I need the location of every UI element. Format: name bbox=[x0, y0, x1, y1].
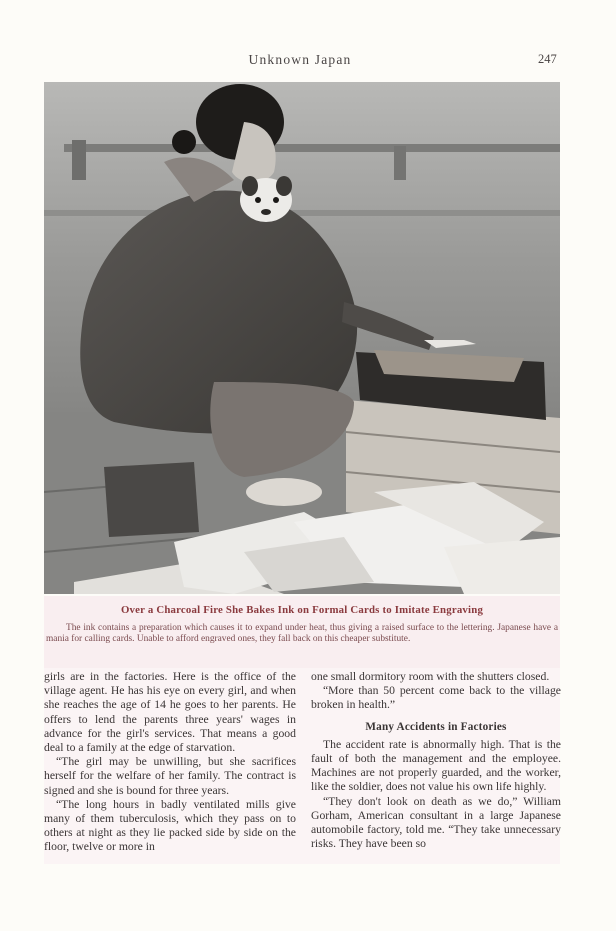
caption-title: Over a Charcoal Fire She Bakes Ink on Formal Cards to Imitate Engraving bbox=[120, 604, 484, 616]
section-heading: Many Accidents in Factories bbox=[365, 720, 507, 733]
photograph-image bbox=[44, 82, 560, 594]
running-title: Unknown Japan bbox=[248, 52, 352, 67]
right-column bbox=[311, 670, 561, 851]
paragraph: The accident rate is abnormally high. That is the fault of both the management and the employee. Machines are not properly guarded, and the worker, like the soldier, does not value his own life highly. bbox=[311, 737, 561, 794]
paragraph: girls are in the factories. Here is the office of the village agent. He has his eye on every girl, and when she reaches the age of 14 he goes to her parents. He offers to lend the parents three years' wages in advance for the girl's services. That means a good deal to a family at the edge of starvation. bbox=[44, 670, 296, 755]
page-number: 247 bbox=[538, 52, 557, 66]
article-body bbox=[44, 668, 560, 864]
paragraph: one small dormitory room with the shutters closed. bbox=[311, 670, 550, 683]
caption-text: The ink contains a preparation which causes it to expand under heat, thus giving a raised surface to the lettering. Japanese have a mania for calling cards. Unable to afford engraved ones, they fall back on this cheaper substitute. bbox=[46, 623, 558, 644]
photo-caption bbox=[44, 596, 560, 668]
paragraph: “They don't look on death as we do,” William Gorham, American consultant in a large Japanese automobile factory, told me. “They take unnecessary risks. They have been so bbox=[311, 794, 561, 851]
paragraph: “The girl may be unwilling, but she sacrifices herself for the welfare of her family. The contract is signed and she is bound for three years. bbox=[44, 755, 296, 797]
left-column bbox=[44, 670, 296, 855]
page-header bbox=[0, 52, 616, 70]
paragraph: “More than 50 percent come back to the village broken in health.” bbox=[311, 684, 561, 712]
paragraph: “The long hours in badly ventilated mills give many of them tuberculosis, which they pass on to others at night as they lie packed side by side on the floor, twelve or more in bbox=[44, 797, 296, 854]
photograph bbox=[44, 82, 560, 594]
